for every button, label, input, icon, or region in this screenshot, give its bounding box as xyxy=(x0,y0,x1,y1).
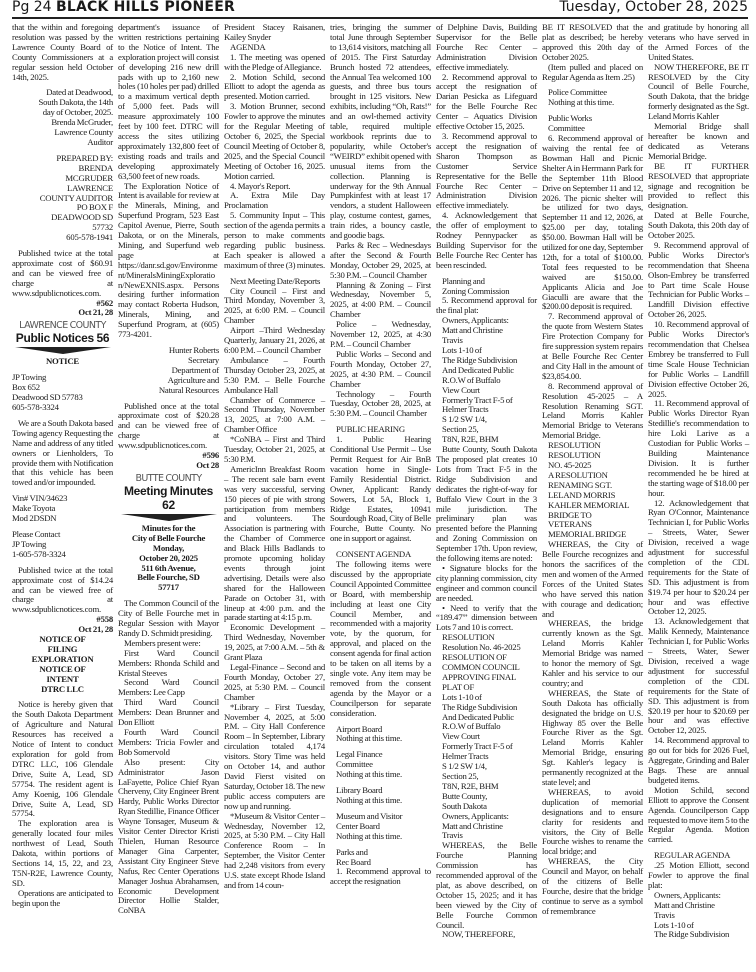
paragraph: *Library – First Tuesday, November 4, 2025, at 5:00 P.M. – City Hall Conference Room – In September, Library circulation totaled 4,174 visitors. Story Time was held on October 14, and author David Fierst visited on Saturday, October 18. The new public access computers are now up and running. xyxy=(224,701,325,811)
banner-arrow-icon xyxy=(15,347,111,354)
paragraph: Chamber of Commerce – Second Thursday, November 13, 2025, at 7:00 A.M. – Chamber Office xyxy=(224,394,325,435)
section-heading: CONSENT AGENDA xyxy=(336,549,412,560)
paragraph: The Exploration Notice of Intent is available for review at the Minerals, Mining, and Superfund Program, 523 East Capitol Avenue, Pierre, South Dakota, or on the Minerals, Mining, and Superfund web page at https://danr.sd.gov/Environment/MineralsMiningExploration/NewEXNIS.aspx. Persons desiring further information may contact Roberta Hudson, Minerals, Mining, and Superfund Program, at (605) 773-4201. xyxy=(118,180,219,340)
paragraph: Technology – Fourth Tuesday, October 28, 2025, at 5:30 P.M. – Council Chamber xyxy=(330,388,431,419)
paragraph: 10. Recommend approval of Public Works Director's recommendation that Chelsea Embrey be transferred to Full time Scale House Technician for Public Works – Landfill Division effective October 26, 2025. xyxy=(648,319,749,399)
section-banner xyxy=(12,320,113,354)
paragraph: AmericInn Breakfast Room – The recent sale barn event was very successful, serving 150 pieces of pie with strong participation from members and volunteers. The Association is partnering with the Chamber of Commerce and Black Hills Badlands to promote upcoming holiday events through joint advertising. Details were also shared for the Halloween Parade on October 31, with lineup at 4:00 p.m. and the parade starting at 4:15 p.m. xyxy=(224,463,325,623)
text-block: Owners, Applicants: Matt and Christine Travis Lots 1-10 of The Ridge Subdivision And Dedicated Public R.O.W of Buffalo View Court Formerly Tract F-5 of Helmer Tracts S 1/2 SW 1/4, Section 25, T8N, R2E, BHM xyxy=(442,315,518,445)
paragraph: • Signature blocks for the city planning commission, city engineer and common council are needed. xyxy=(436,562,537,603)
paragraph: *Museum & Visitor Center – Wednesday, November 12, 2025, at 5:30 P.M. – City Hall Conference Room – In September, the Visitor Center had 2,248 visitors from every U.S. state except Rhode Island and from 14 coun- xyxy=(224,810,325,890)
page-number: Pg 24 xyxy=(12,0,52,15)
issue-date: Tuesday, October 28, 2025 xyxy=(559,0,748,15)
signature-block: PREPARED BY: BRENDA MCGRUDER LAWRENCE COUNTY AUDITOR PO BOX F DEADWOOD SD 57732 605-578-1941 xyxy=(39,152,113,243)
paragraph: WHEREAS, the Belle Fourche Planning Commission has recommended approval of the plat, as above described, on October 15, 2025; and it has been viewed by the City of Belle Fourche Common Council. xyxy=(436,840,537,930)
paragraph: WHEREAS, the City of Belle Fourche recognizes and honors the sacrifices of the men and women of the Armed Forces of the United States who have served this nation with courage and dedication; and xyxy=(542,539,643,619)
paragraph: JP Towing Box 652 Deadwood SD 57783 605-578-3324 xyxy=(12,372,83,412)
column-3 xyxy=(224,23,325,891)
paragraph: 8. Recommend approval of Resolution 45-2025 – A Resolution Renaming SGT. Leland Morris Kahler Memorial Bridge to Veterans Memorial Bridge. xyxy=(542,380,643,441)
paragraph: WHEREAS, the City Council and Mayor, on behalf of the citizens of Belle Fourche, desire that the bridge continue to serve as a symbol of remembrance xyxy=(542,856,643,916)
paragraph: 3. Motion Brunner, second Fowler to approve the minutes for the Regular Meeting of October 6, 2025, the Special Council Meeting of October 8, 2025, and the Special Council Meeting of October 16, 2025. Motion carried. xyxy=(224,101,325,181)
paragraph: First Ward Council Members: Rhonda Schild and Kristal Steeves xyxy=(118,647,219,678)
paragraph: Butte County, South Dakota The proposed plat creates 10 Lots from Tract F-5 in the Ridge Subdivision and dedicates the right-of-way for Buffalo View Court in the 3 mile jurisdiction. The preliminary plan was presented before the Planning and Zoning Commission on September 17th. Upon review, the following items are noted: xyxy=(436,444,537,564)
text-block: Parks and Rec Board xyxy=(336,846,371,867)
paragraph: City Council – First and Third Monday, November 3, 2025, at 6:00 P.M. – Council Chamber xyxy=(224,285,325,326)
paragraph: Also present: City Administrator Jason LaFayette, Police Chief Ryan Cherveny, City Engineer Brent Hardy, Public Works Director Ryan Stedillie, Finance Officer Wayne Tonsager, Museum & Visitor Center Director Kristi Thielen, Human Resource Manager Gina Carpenter, Assistant City Engineer Steve Nafus, Rec Center Operations Manager Joshua Abrahamsen, Economic Development Director Hollie Stalder, CoNBA xyxy=(118,756,219,916)
paragraph: tries, bringing the summer total June through September to 13,614 visitors, matching all of 2015. The First Saturday Brunch hosted 72 attendees, the Annual Tea welcomed 100 guests, and three bus tours brought in 125 visitors. New exhibits, including “Oh, Rats!” and an owl-themed activity table, required multiple workbook reprints due to popularity, while October's “WEIRD” exhibit opened with unusual items from the collection. Planning is underway for the 9th Annual Pumpkinfest with at least 17 vendors, a student Halloween play, costume contest, games, train rides, a bouncy castle, and goodie bags. xyxy=(330,22,431,241)
paragraph: BE IT FURTHER RESOLVED that appropriate signage and recognition be provided to reflect this designation. xyxy=(648,160,749,211)
paragraph: Published twice at the total approximate cost of $60.91 and can be viewed free of charge at www.sdpublicnotices.com. xyxy=(12,248,113,298)
text-block: Planning and Zoning Commission xyxy=(442,275,510,296)
paragraph: A. Extra Mile Day Proclamation xyxy=(224,190,325,211)
paragraph: 6. Recommend approval of waiving the rental fee of Bowman Hall and Picnic Shelter A in Herrmann Park for the September 11th Blood Drive on September 11 and 12, 2026. The picnic shelter will be utilized for two days, September 11 and 12, 2026, at $25.00 per day, totaling $50.00. Bowman Hall will be utilized for one day, September 12th, for a total of $100.00. Total fees requested to be waived are $150.00. Applicants Alicia and Joe Giaculli are aware that the $200.00 deposit is required. xyxy=(542,133,643,312)
section-heading: PUBLIC HEARING xyxy=(336,424,405,435)
paragraph: Please Contact JP Towing 1-605-578-3324 xyxy=(12,528,66,559)
paragraph: Economic Development – Third Wednesday, November 19, 2025, at 7:00 A.M. – 5th & Grant Plaza xyxy=(224,622,325,663)
section-heading: AGENDA xyxy=(230,41,266,52)
paragraph: 2. Recommend approval to accept the resignation of Darian Pesicka as Lifeguard for the Belle Fourche Rec Center – Aquatics Division effective October 15, 2025. xyxy=(436,71,537,132)
paragraph: 9. Recommend approval of Public Works Director's recommendation that Sheena Olson-Embrey be transferred to Part time Scale House Technician for Public Works – Landfill Division effective October 26, 2025. xyxy=(648,239,749,320)
paragraph: WHEREAS, the State of South Dakota has officially designated the bridge on U.S. Highway 85 over the Belle Fourche River as the Sgt. Leland Morris Kahler Memorial Bridge, ensuring Sgt. Kahler's legacy is permanently recognized at the state level; and xyxy=(542,687,643,787)
paragraph: NOW, THEREFORE, xyxy=(442,929,516,940)
paragraph: 5. Community Input – This section of the agenda permits a person to make comments regarding public business. Each speaker is allowed a maximum of three (3) minutes. xyxy=(224,210,325,270)
paragraph: Published twice at the total approximate cost of $14.24 and can be viewed free of charge at www.sdpublicnotices.com. xyxy=(12,564,113,615)
notice-heading: Minutes for the City of Belle Fourche Monday, October 20, 2025 511 6th Avenue, Belle Fourche, SD 57717 xyxy=(131,522,206,593)
paragraph: Legal-Finance – Second and Fourth Monday, October 27, 2025, at 5:30 P.M. – Council Chamber xyxy=(224,662,325,702)
signature-block: Dated at Deadwood, South Dakota, the 14th day of October, 2025. Brenda McGruder, Lawrence County Auditor xyxy=(38,87,113,147)
paragraph: 1. Public Hearing Conditional Use Permit – Use Permit Request for Air BnB vacation home in Single-Family Residential District. Owner, Applicant: Randy Sowers, Lot 5A, Block 1, Ridge Estates, 10941 Sourdough Road, City of Belle Fourche, Butte County. No one in support or against. xyxy=(330,434,431,544)
text-block: Owners, Applicants: Matt and Christine Travis Lots 1-10 of The Ridge Subdivision xyxy=(654,889,730,940)
text-block: RESOLUTION RESOLUTION NO. 45-2025 A RESOLUTION RENAMING SGT. LELAND MORRIS KAHLER MEMORIAL BRIDGE TO VETERANS MEMORIAL BRIDGE xyxy=(548,440,630,540)
column-6 xyxy=(542,23,643,917)
text-block: Public Works Committee xyxy=(548,113,592,134)
paragraph: 1. The meeting was opened with the Pledge of Allegiance. xyxy=(224,51,325,72)
paragraph: Ambulance – Fourth Thursday October 23, 2025, at 5:30 P.M. – Belle Fourche Ambulance Hall xyxy=(224,354,325,395)
paragraph: The Common Council of the City of Belle Fourche met in Regular Session with Mayor Randy D. Schmidt presiding. xyxy=(118,598,219,638)
text-block: Police Committee Nothing at this time. xyxy=(548,87,615,108)
paragraph: Memorial Bridge shall hereafter be known and dedicated as Veterans Memorial Bridge. xyxy=(648,121,749,161)
paragraph: 5. Recommend approval for the final plat: xyxy=(436,295,537,316)
paragraph: 3. Recommend approval to accept the resignation of Sharon Thompson as Customer Service Representative for the Belle Fourche Rec Center – Administration Division effective immediately. xyxy=(436,130,537,211)
paragraph: Public Works – Second and Fourth Monday, October 27, 2025, at 4:30 P.M. – Council Chamber xyxy=(330,348,431,389)
paragraph: Operations are anticipated to begin upon the xyxy=(12,887,113,908)
paragraph: WHEREAS, to avoid duplication of memorial designations and to ensure clarity for residents and visitors, the City of Belle Fourche wishes to rename the local bridge; and xyxy=(542,786,643,857)
section-heading: REGULAR AGENDA xyxy=(654,850,731,861)
paragraph: 1. Recommend approval to accept the resignation xyxy=(330,866,431,887)
paragraph: .25 Motion Elliott, second Fowler to approve the final plat: xyxy=(648,860,749,890)
text-block: Museum and Visitor Center Board Nothing at this time. xyxy=(336,810,403,841)
paragraph: of Delphine Davis, Building Supervisor for the Belle Fourche Rec Center – Administration Division effective immediately. xyxy=(436,22,537,72)
paragraph: Parks & Rec – Wednesdays after the Second & Fourth Monday, October 29, 2025, at 5:30 P.M. – Council Chamber xyxy=(330,239,431,280)
masthead xyxy=(12,0,748,19)
text-block: Airport Board Nothing at this time. xyxy=(336,723,403,744)
section-banner-title: Public Notices 56 xyxy=(15,331,110,346)
paragraph: department's issuance of written restrictions pertaining to the Notice of Intent. The exploration project will consist of developing 216 new drill pads with up to 2,160 new holes (10 holes per pad) drilled to a maximum vertical depth of 5,000 feet. Pads will measure approximately 100 feet by 100 feet. DTRC will access the sites utilizing approximately 132,800 feet of existing roads and trails and developing approximately 63,500 feet of new roads. xyxy=(118,22,219,181)
paragraph: 2. Motion Schild, second Elliott to adopt the agenda as presented. Motion carried. xyxy=(224,71,325,102)
text-block: RESOLUTION Resolution No. 46-2025 RESOLUTION OF COMMON COUNCIL APPROVING FINAL PLAT OF Lots 1-10 of The Ridge Subdivision And Dedicated Public R.O.W of Buffalo View Court Formerly Tract F-5 of Helmer Tracts S 1/2 SW 1/4, Section 25, T8N, R2E, BHM Butte County, South Dakota Owners, Applicants: Matt and Christine Travis xyxy=(442,632,521,841)
newspaper-name: BLACK HILLS PIONEER xyxy=(56,0,235,15)
paragraph: Vin# VIN/34623 Make Toyota Mod 2DSDN xyxy=(12,493,68,524)
section-banner-county: BUTTE COUNTY xyxy=(135,472,202,484)
paragraph: Third Ward Council Members: Dean Brunner and Don Elliott xyxy=(118,697,219,728)
paragraph: Police – Wednesday, November 12, 2025, at 4:30 P.M. – Council Chamber xyxy=(330,319,431,349)
text-block: Legal Finance Committee Nothing at this time. xyxy=(336,749,403,780)
paragraph: WHEREAS, the bridge currently known as the Sgt. Leland Morris Kahler Memorial Bridge was named to honor the memory of Sgt. Kahler and his service to our country; and xyxy=(542,618,643,688)
paragraph: • Need to verify that the “189.47'” dimension between Lots 7 and 10 is correct. xyxy=(436,602,537,633)
paragraph: and gratitude by honoring all veterans who have served in the Armed Forces of the United States. xyxy=(648,22,749,62)
paragraph: Motion Schild, second Elliott to approve the Consent Agenda. Councilperson Capp requested to move item 5 to the Regular Agenda. Motion carried. xyxy=(648,784,749,845)
banner-arrow-icon xyxy=(121,514,217,521)
paragraph: The exploration area is generally located four miles northwest of Lead, South Dakota, within portions of Sections 14, 15, 22, and 23, T5N-R2E, Lawrence County, SD. xyxy=(12,818,113,888)
notice-number: #596 Oct 28 xyxy=(196,450,219,470)
text-block: Library Board Nothing at this time. xyxy=(336,785,403,805)
notice-heading: NOTICE OF FILING EXPLORATION NOTICE OF INTENT DTRC LLC xyxy=(31,634,94,694)
paragraph: We are a South Dakota based Towing agency Requesting the Name and address of any titled owners or Lienholders, To provide them with Notification that this vehicle has been towed and/or impounded. xyxy=(12,417,113,488)
paragraph: NOW THEREFORE, BE IT RESOLVED by the City Council of Belle Fourche, South Dakota, that the bridge formerly designated as the Sgt. Leland Morris Kahler xyxy=(648,61,749,122)
paragraph: Next Meeting Date/Reports xyxy=(230,275,321,286)
notice-number: #558 Oct 21, 28 xyxy=(78,614,113,635)
paragraph: The following items were discussed by the appropriate Council Appointed Committee or Board, with membership including at least one City Council Member, and recommended with a majority vote, by the quorum, for approval, and placed on the consent agenda for final action to be taken on all items by a single vote. Any item may be removed from the consent agenda by the Mayor or a Councilperson for separate consideration. xyxy=(330,559,431,718)
paragraph: 4. Mayor's Report. xyxy=(230,180,291,191)
paragraph: 14. Recommend approval to go out for bids for 2026 Fuel, Aggregate, Grinding and Baler Bags. These are annual budgeted items. xyxy=(648,735,749,785)
column-1 xyxy=(12,23,113,909)
column-4 xyxy=(330,23,431,887)
paragraph: Second Ward Council Members: Lee Capp xyxy=(118,677,219,698)
paragraph: Planning & Zoning – First Wednesday, November 5, 2025, at 4:00 P.M. – Council Chamber xyxy=(330,279,431,320)
paragraph: President Stacey Raisanen, Kailey Snyder xyxy=(224,22,325,42)
paragraph: Fourth Ward Council Members: Tricia Fowler and Bob Somervold xyxy=(118,727,219,757)
paragraph: Dated at Belle Fourche, South Dakota, this 20th day of October 2025. xyxy=(648,210,749,241)
notice-number: #562 Oct 21, 28 xyxy=(78,297,113,318)
paragraph: *CoNBA – First and Third Tuesday, October 21, 2025, at 5:30 P.M. xyxy=(224,434,325,464)
section-banner xyxy=(118,473,219,521)
notice-heading: NOTICE xyxy=(45,356,80,367)
paragraph: 11. Recommend approval of Public Works Director Ryan Stedillie's recommendation to hire Loki Larive as a Custodian for Public Works – Building Maintenance Division. It is further recommended he be hired at the starting wage of $18.00 per hour. xyxy=(648,398,749,498)
paragraph: 4. Acknowledgement that the offer of employment to Rodney Pennypacker as Building Supervisor for the Belle Fourche Rec Center has been rescinded. xyxy=(436,210,537,270)
paragraph: (Item pulled and placed on Regular Agenda as Item .25) xyxy=(542,61,643,82)
paragraph: Airport –Third Wednesday Quarterly, January 21, 2026, at 6:00 P.M. – Council Chamber xyxy=(224,325,325,355)
paragraph: Published once at the total approximate cost of $20.28 and can be viewed free of charge at www.sdpublicnotices.com. xyxy=(118,400,219,451)
paragraph: that the within and foregoing resolution was passed by the Lawrence County Board of County Commissioners at a regular session held October 14th, 2025. xyxy=(12,22,113,82)
signature-block: Hunter Roberts Secretary Department of Agriculture and Natural Resources xyxy=(158,345,219,395)
column-7 xyxy=(648,23,749,940)
paragraph: 7. Recommend approval of the quote from Western States Fire Protection Company for fire suppression system repairs at Belle Fourche Rec Center and City Hall in the amount of $23,854.00. xyxy=(542,311,643,381)
paragraph: 12. Acknowledgement that Ryan O'Connor, Maintenance Technician I, for Public Works – Streets, Water, Sewer Division, received a wage adjustment for successful completion of the CDL requirements for the State of SD. This adjustment is from $19.74 per hour to $20.24 per hour and was effective October 12, 2025. xyxy=(648,497,749,617)
paragraph: Members present were: xyxy=(124,637,201,648)
column-5 xyxy=(436,23,537,940)
paragraph: 13. Acknowledgement that Malik Kennedy, Maintenance Technician I, for Public Works – Streets, Water, Sewer Division, received a wage adjustment for successful completion of the CDL requirements for the State of SD. This adjustment is from $20.19 per hour to $20.69 per hour and was effective October 12, 2025. xyxy=(648,616,749,736)
paragraph: Notice is hereby given that the South Dakota Department of Agriculture and Natural Resources has received a Notice of Intent to conduct exploration for gold from DTRC LLC, 106 Glendale Drive, Suite A, Lead, SD 57754. The resident agent is Amy Koenig, 106 Glendale Drive, Suite A, Lead, SD 57754. xyxy=(12,699,113,819)
paragraph: BE IT RESOLVED that the plat as described; be hereby approved this 20th day of October 2025. xyxy=(542,22,643,62)
section-banner-county: LAWRENCE COUNTY xyxy=(19,320,106,332)
column-2 xyxy=(118,23,219,916)
section-banner-title: Meeting Minutes 62 xyxy=(123,483,214,512)
